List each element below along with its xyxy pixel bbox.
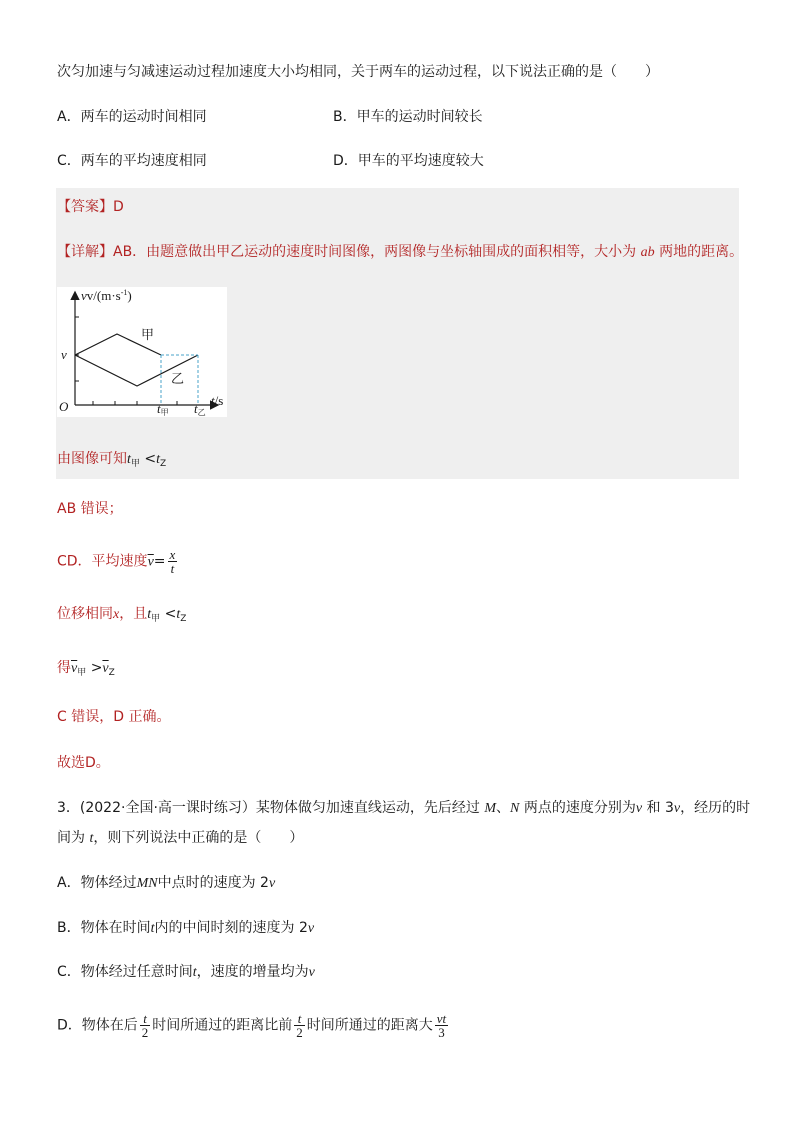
q3-option-a: A．物体经过MN中点时的速度为 2v — [57, 875, 276, 891]
q3-option-b: B．物体在时间t内的中间时刻的速度为 2v — [57, 920, 315, 936]
velocity-time-graph — [57, 287, 227, 417]
jia-label: 甲 — [141, 327, 155, 342]
ab-wrong-line: AB 错误； — [57, 501, 123, 517]
q2-option-a: A．两车的运动时间相同 — [57, 109, 207, 125]
v-label: v — [61, 347, 67, 362]
q3-option-d: D．物体在后 $\frac{t}{2}$ 时间所通过的距离比前 $\frac{t}{2}$ 时间所通过的距离大 $\frac{vt}{3}$ — [57, 1011, 447, 1040]
detail-ab: ab — [640, 245, 655, 260]
displacement-line: 位移相同x，且$t_甲 <t_Z$ — [57, 606, 187, 624]
vt-over-3-fraction: $\frac{vt}{3}$ — [436, 1011, 447, 1040]
c-wrong-line: C 错误，D 正确。 — [57, 709, 171, 725]
t-over-2-fraction: $\frac{t}{2}$ — [141, 1011, 149, 1040]
detail-label: 【详解】 — [57, 244, 113, 260]
detail-line — [57, 242, 743, 263]
y-axis-label: $vv/(m\cdot s^{-1})$ — [81, 288, 132, 303]
cd-average-line: CD．平均速度$\overline{v}=$ $\frac{x}{t}$ — [57, 547, 176, 576]
yi-label: 乙 — [171, 371, 185, 386]
q2-option-b: B．甲车的运动时间较长 — [333, 109, 483, 125]
answer-label: 【答案】 — [57, 199, 113, 215]
t-jia-label: t甲 — [157, 401, 169, 417]
t-over-2-fraction-2: $\frac{t}{2}$ — [296, 1011, 303, 1040]
q3-stem-line-2: 间为 t，则下列说法中正确的是（ ） — [57, 830, 304, 846]
q3-stem-line-1: 3．(2022·全国·高一课时练习）某物体做匀加速直线运动，先后经过 M、N 两点的速度分别为v 和 3v，经历的时 — [57, 800, 751, 816]
t-yi-label: t乙 — [194, 401, 206, 417]
origin-label: O — [59, 399, 69, 414]
q2-option-c: C．两车的平均速度相同 — [57, 153, 207, 169]
detail-text-b: 两地的距离。 — [659, 244, 744, 260]
from-graph-line: 由图像可知$t_甲 <t_Z$ — [57, 451, 167, 469]
result-line: 得$\overline{v}_甲 >\overline{v}_Z$ — [57, 660, 115, 678]
q3-option-c: C．物体经过任意时间t，速度的增量均为v — [57, 964, 315, 980]
q2-option-d: D．甲车的平均速度较大 — [333, 153, 484, 169]
x-over-t-fraction: $\frac{x}{t}$ — [169, 547, 176, 576]
x-axis-label: t/s — [211, 393, 224, 408]
choose-line: 故选D。 — [57, 755, 110, 771]
answer-line — [57, 197, 124, 217]
detail-text-a: AB．由题意做出甲乙运动的速度时间图像，两图像与坐标轴围成的面积相等，大小为 — [113, 244, 637, 260]
q2-stem-tail: 次匀加速与匀减速运动过程加速度大小均相同，关于两车的运动过程，以下说法正确的是（ ） — [57, 64, 659, 80]
answer-value: D — [113, 199, 124, 215]
